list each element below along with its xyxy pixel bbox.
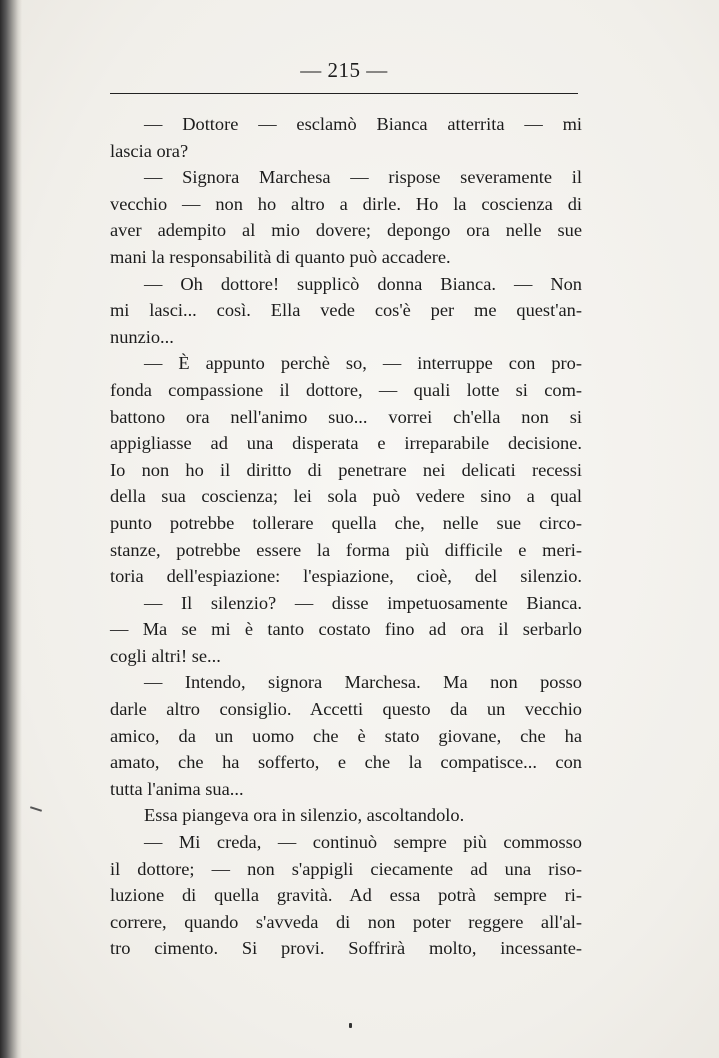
text-line: aver adempito al mio dovere; depongo ora nelle sue bbox=[110, 220, 582, 241]
text-line: punto potrebbe tollerare quella che, nelle sue circo- bbox=[110, 512, 582, 533]
text-line: luzione di quella gravità. Ad essa potrà sempre ri- bbox=[110, 885, 582, 906]
text-line: il dottore; — non s'appigli ciecamente ad una riso- bbox=[110, 858, 582, 879]
text-line: nunzio... bbox=[110, 326, 174, 347]
text-line: darle altro consiglio. Accetti questo da un vecchio bbox=[110, 699, 582, 720]
text-line: vecchio — non ho altro a dirle. Ho la coscienza di bbox=[110, 193, 582, 214]
body-text bbox=[110, 111, 582, 962]
text-line: fonda compassione il dottore, — quali lotte si com- bbox=[110, 379, 582, 400]
ink-speck bbox=[349, 1023, 352, 1028]
text-line: — Ma se mi è tanto costato fino ad ora il serbarlo bbox=[110, 619, 582, 640]
text-line: — Mi creda, — continuò sempre più commosso bbox=[144, 832, 582, 853]
header-rule bbox=[110, 93, 578, 94]
text-line: — Il silenzio? — disse impetuosamente Bianca. bbox=[144, 592, 582, 613]
text-line: — Dottore — esclamò Bianca atterrita — mi bbox=[144, 114, 582, 134]
text-line: battono ora nell'animo suo... vorrei ch'ella non si bbox=[110, 406, 582, 427]
text-line: stanze, potrebbe essere la forma più difficile e meri- bbox=[110, 539, 582, 560]
text-line: toria dell'espiazione: l'espiazione, cioè, del silenzio. bbox=[110, 566, 582, 587]
page-number-header: — 215 — bbox=[300, 58, 388, 82]
text-line: — È appunto perchè so, — interruppe con pro- bbox=[144, 353, 582, 374]
text-line: amato, che ha sofferto, e che la compatisce... con bbox=[110, 752, 582, 773]
text-line: — Intendo, signora Marchesa. Ma non posso bbox=[144, 672, 582, 693]
text-line: — Oh dottore! supplicò donna Bianca. — Non bbox=[144, 273, 582, 294]
text-line: appigliasse ad una disperata e irreparabile decisione. bbox=[110, 433, 582, 454]
text-line: correre, quando s'avveda di non poter reggere all'al- bbox=[110, 911, 582, 932]
text-line: tro cimento. Si provi. Soffrirà molto, incessante- bbox=[110, 938, 582, 959]
margin-mark bbox=[30, 806, 42, 812]
binding-edge-shadow bbox=[0, 0, 22, 1058]
text-line: mani la responsabilità di quanto può accadere. bbox=[110, 246, 451, 267]
text-line: amico, da un uomo che è stato giovane, che ha bbox=[110, 725, 582, 746]
text-line: Io non ho il diritto di penetrare nei delicati recessi bbox=[110, 459, 582, 480]
text-line: mi lasci... così. Ella vede cos'è per me quest'an- bbox=[110, 300, 582, 321]
text-line: lascia ora? bbox=[110, 140, 189, 161]
text-line: tutta l'anima sua... bbox=[110, 778, 244, 799]
text-line: Essa piangeva ora in silenzio, ascoltandolo. bbox=[144, 805, 465, 826]
text-line: della sua coscienza; lei sola può vedere sino a qual bbox=[110, 486, 582, 507]
text-line: — Signora Marchesa — rispose severamente il bbox=[144, 167, 582, 188]
text-line: cogli altri! se... bbox=[110, 645, 221, 666]
